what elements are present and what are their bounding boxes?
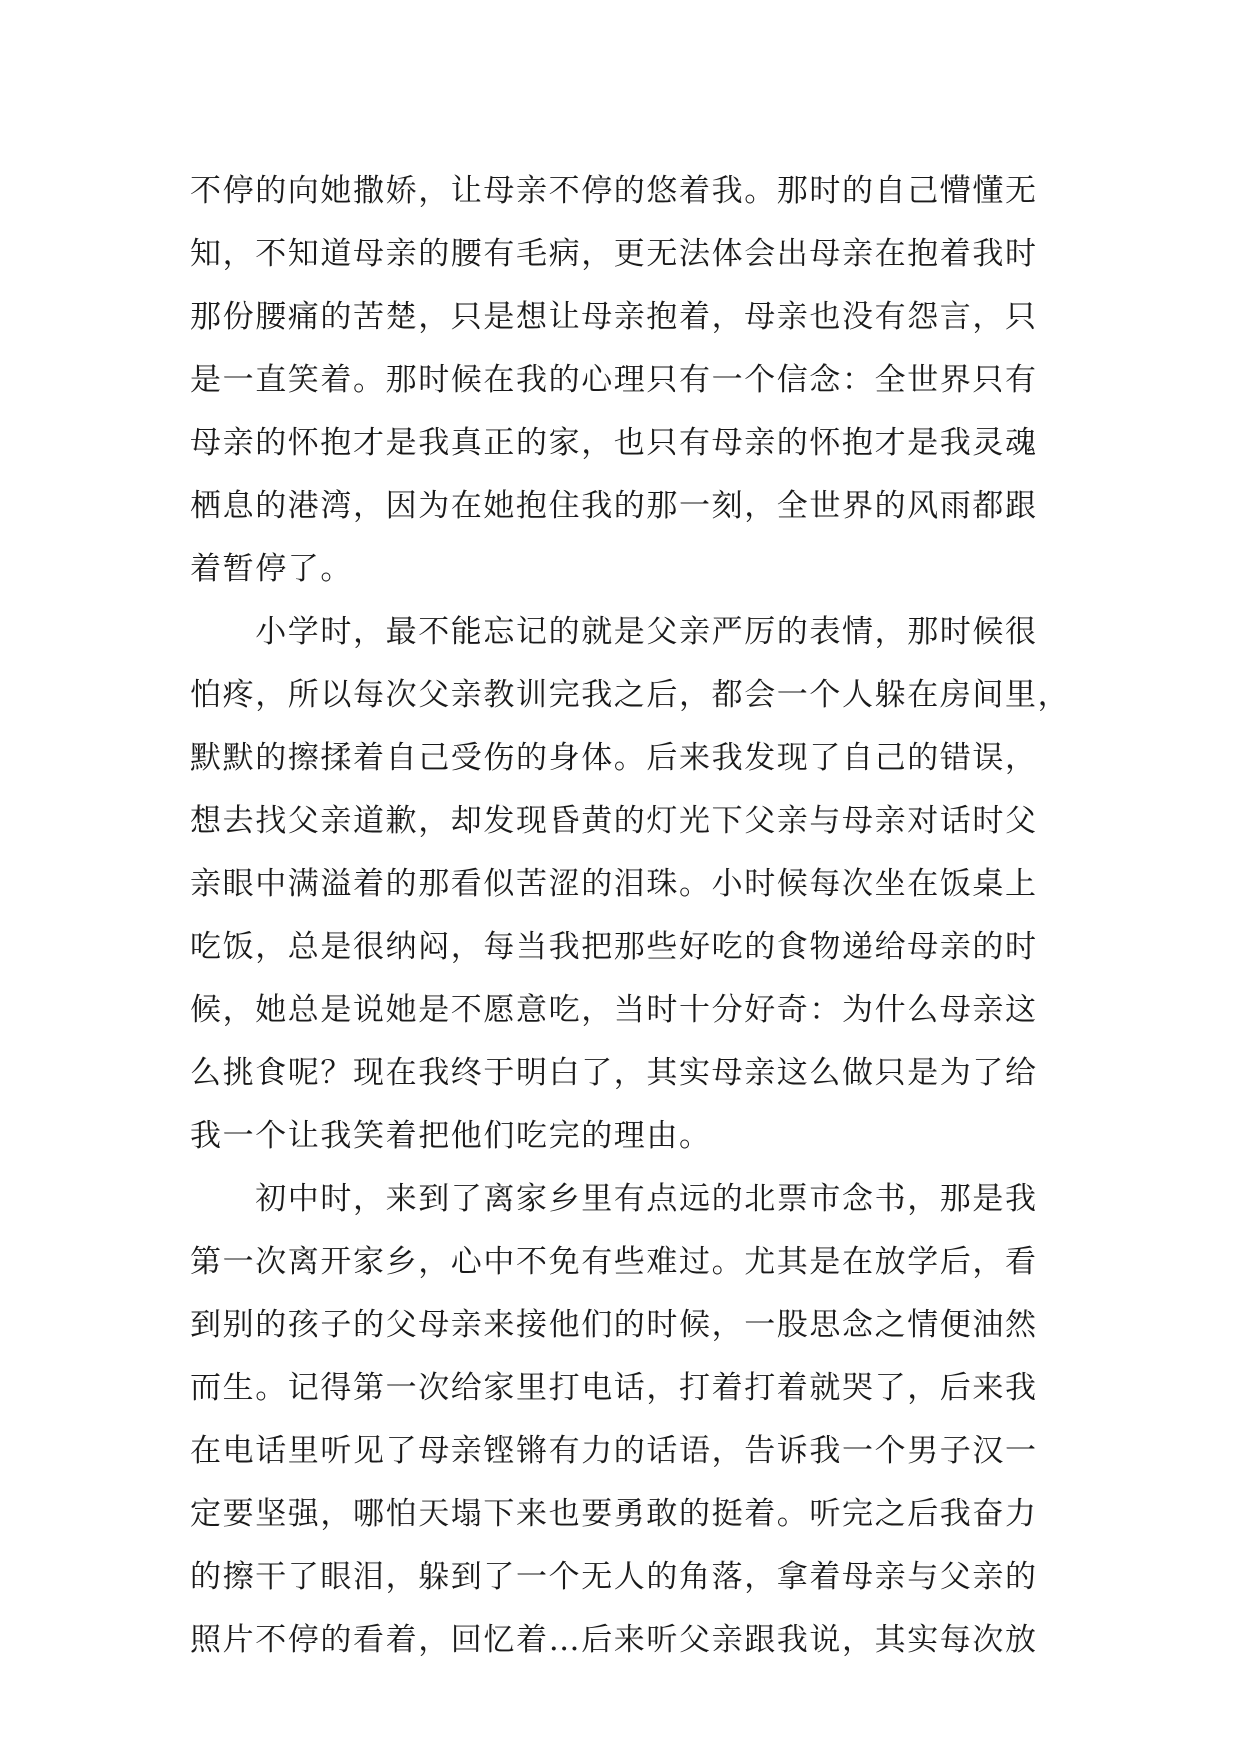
text-line: 栖息的港湾，因为在她抱住我的那一刻，全世界的风雨都跟 bbox=[190, 488, 1038, 524]
text-line: 的擦干了眼泪，躲到了一个无人的角落，拿着母亲与父亲的 bbox=[190, 1559, 1038, 1595]
text-line: 而生。记得第一次给家里打电话，打着打着就哭了，后来我 bbox=[190, 1370, 1038, 1406]
paragraph-start-line: 小学时，最不能忘记的就是父亲严厉的表情，那时候很 bbox=[190, 614, 1038, 650]
text-line: 在电话里听见了母亲铿锵有力的话语，告诉我一个男子汉一 bbox=[190, 1433, 1038, 1469]
text-line: 第一次离开家乡，心中不免有些难过。尤其是在放学后，看 bbox=[190, 1244, 1038, 1280]
text-line: 是一直笑着。那时候在我的心理只有一个信念：全世界只有 bbox=[190, 362, 1038, 398]
text-line: 照片不停的看着，回忆着…后来听父亲跟我说，其实每次放 bbox=[190, 1622, 1038, 1658]
body-text bbox=[190, 160, 1071, 1672]
text-line: 那份腰痛的苦楚，只是想让母亲抱着，母亲也没有怨言，只 bbox=[190, 299, 1038, 335]
text-line: 想去找父亲道歉，却发现昏黄的灯光下父亲与母亲对话时父 bbox=[190, 803, 1038, 839]
text-line: 怕疼，所以每次父亲教训完我之后，都会一个人躲在房间里， bbox=[190, 677, 1071, 713]
text-line: 不停的向她撒娇，让母亲不停的悠着我。那时的自己懵懂无 bbox=[190, 173, 1038, 209]
text-line: 吃饭，总是很纳闷，每当我把那些好吃的食物递给母亲的时 bbox=[190, 929, 1038, 965]
text-line: 默默的擦揉着自己受伤的身体。后来我发现了自己的错误， bbox=[190, 740, 1038, 776]
text-line: 亲眼中满溢着的那看似苦涩的泪珠。小时候每次坐在饭桌上 bbox=[190, 866, 1038, 902]
paragraph-start-line: 初中时，来到了离家乡里有点远的北票市念书，那是我 bbox=[190, 1181, 1038, 1217]
text-line: 着暂停了。 bbox=[190, 551, 353, 587]
text-line: 到别的孩子的父母亲来接他们的时候，一股思念之情便油然 bbox=[190, 1307, 1038, 1343]
text-line: 候，她总是说她是不愿意吃，当时十分好奇：为什么母亲这 bbox=[190, 992, 1038, 1028]
text-line: 我一个让我笑着把他们吃完的理由。 bbox=[190, 1118, 712, 1154]
text-line: 母亲的怀抱才是我真正的家，也只有母亲的怀抱才是我灵魂 bbox=[190, 425, 1038, 461]
text-line: 知，不知道母亲的腰有毛病，更无法体会出母亲在抱着我时 bbox=[190, 236, 1038, 272]
text-line: 么挑食呢？现在我终于明白了，其实母亲这么做只是为了给 bbox=[190, 1055, 1038, 1091]
text-line: 定要坚强，哪怕天塌下来也要勇敢的挺着。听完之后我奋力 bbox=[190, 1496, 1038, 1532]
